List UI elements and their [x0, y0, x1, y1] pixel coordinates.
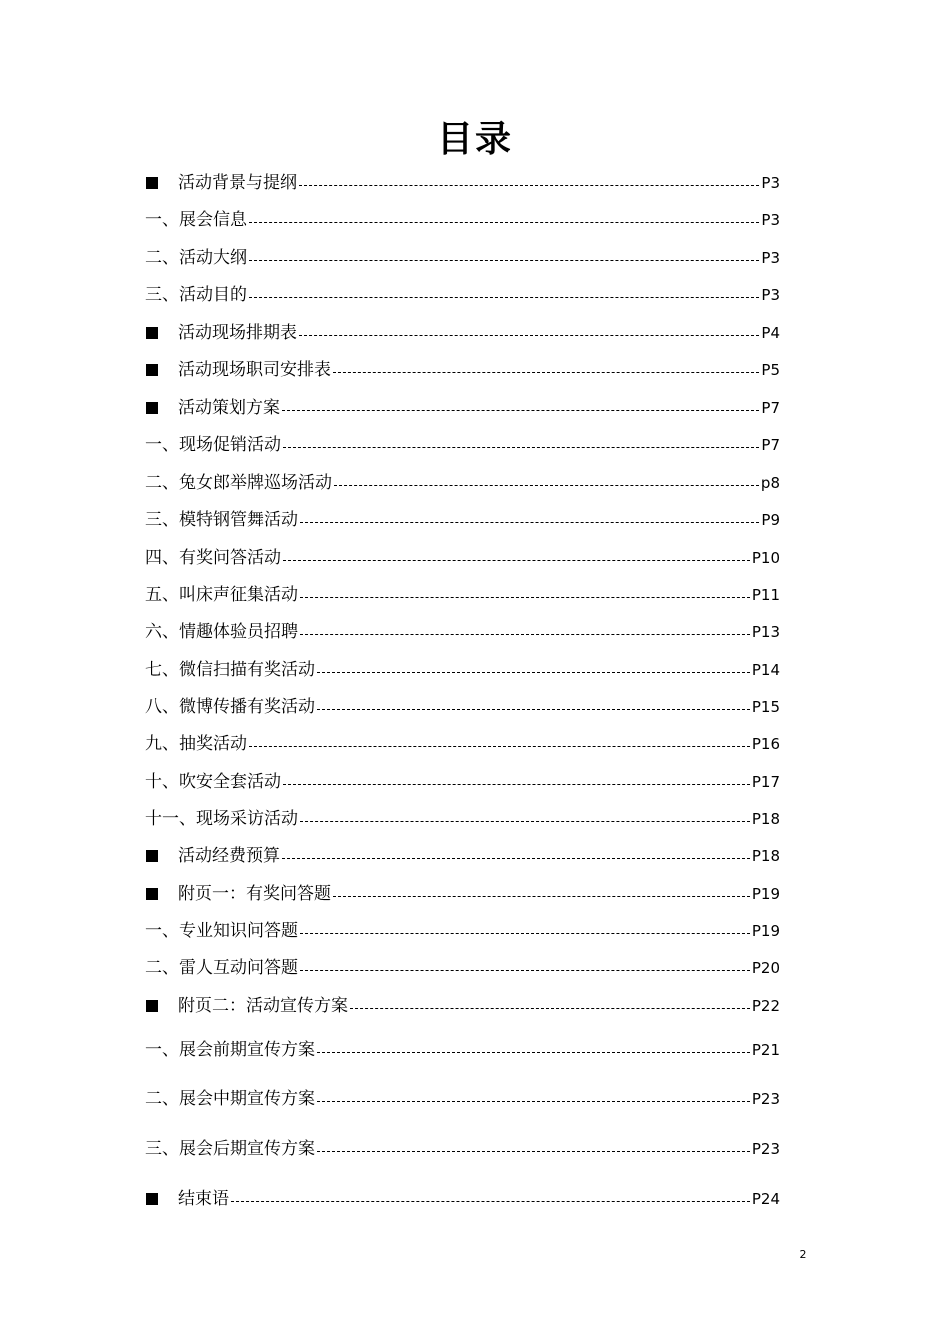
toc-entry-label: 二、雷人互动问答题: [145, 958, 298, 978]
page-title: 目录: [436, 119, 513, 160]
dot-leader: [300, 933, 750, 934]
toc-entry-page: P18: [751, 847, 780, 865]
dot-leader: [249, 746, 750, 747]
toc-entry-label: 四、有奖问答活动: [145, 548, 281, 568]
toc-entry[interactable]: [145, 1187, 780, 1211]
dot-leader: [334, 485, 759, 486]
toc-entry-label: 附页一：有奖问答题: [178, 884, 331, 904]
toc-entry-label: 七、微信扫描有奖活动: [145, 660, 315, 680]
dot-leader: [299, 335, 759, 336]
toc-entry-label: 活动策划方案: [178, 398, 280, 418]
toc-entry[interactable]: [145, 396, 780, 420]
dot-leader: [317, 709, 750, 710]
toc-entry-label: 二、展会中期宣传方案: [145, 1089, 315, 1109]
dot-leader: [300, 634, 750, 635]
toc-entry-label: 活动现场排期表: [178, 323, 297, 343]
toc-entry-page: P7: [761, 399, 780, 417]
toc-entry-page: P17: [751, 773, 780, 791]
toc-entry-page: P3: [761, 286, 780, 304]
dot-leader: [317, 1052, 750, 1053]
dot-leader: [300, 597, 750, 598]
toc-entry[interactable]: [145, 658, 780, 682]
dot-leader: [283, 447, 759, 448]
toc-entry[interactable]: [145, 620, 780, 644]
toc-entry[interactable]: [145, 208, 780, 232]
dot-leader: [282, 410, 759, 411]
square-bullet-icon: [146, 177, 158, 189]
dot-leader: [350, 1008, 750, 1009]
toc-entry-label: 结束语: [178, 1189, 229, 1209]
toc-entry-page: P23: [751, 1090, 780, 1108]
toc-entry-page: P19: [751, 885, 780, 903]
toc-entry[interactable]: [145, 246, 780, 270]
dot-leader: [300, 522, 759, 523]
toc-entry-page: P7: [761, 436, 780, 454]
toc-entry-page: p8: [760, 474, 780, 492]
toc-entry-page: P3: [761, 174, 780, 192]
toc-entry[interactable]: [145, 171, 780, 195]
dot-leader: [333, 372, 759, 373]
toc-entry-page: P24: [751, 1190, 780, 1208]
toc-entry-label: 三、展会后期宣传方案: [145, 1139, 315, 1159]
toc-entry-page: P21: [751, 1041, 780, 1059]
dot-leader: [299, 185, 759, 186]
dot-leader: [283, 560, 750, 561]
toc-entry-page: P13: [751, 623, 780, 641]
dot-leader: [300, 970, 750, 971]
toc-entry-page: P3: [761, 211, 780, 229]
page-number: 2: [799, 1248, 807, 1261]
toc-entry[interactable]: [145, 546, 780, 570]
toc-entry-label: 五、叫床声征集活动: [145, 585, 298, 605]
toc-entry-page: P14: [751, 661, 780, 679]
dot-leader: [317, 672, 750, 673]
toc-entry-label: 活动背景与提纲: [178, 173, 297, 193]
toc-entry[interactable]: [145, 695, 780, 719]
toc-entry[interactable]: [145, 1087, 780, 1111]
toc-entry[interactable]: [145, 508, 780, 532]
toc-entry-page: P16: [751, 735, 780, 753]
dot-leader: [231, 1201, 750, 1202]
dot-leader: [283, 784, 750, 785]
toc-entry-label: 活动经费预算: [178, 846, 280, 866]
toc-entry[interactable]: [145, 433, 780, 457]
dot-leader: [317, 1151, 750, 1152]
toc-entry-page: P23: [751, 1140, 780, 1158]
toc-entry-label: 三、活动目的: [145, 285, 247, 305]
toc-entry-page: P20: [751, 959, 780, 977]
toc-entry-label: 一、专业知识问答题: [145, 921, 298, 941]
toc-entry-label: 一、展会信息: [145, 210, 247, 230]
dot-leader: [317, 1101, 750, 1102]
toc-entry[interactable]: [145, 956, 780, 980]
toc-entry[interactable]: [145, 844, 780, 868]
square-bullet-icon: [146, 1000, 158, 1012]
toc-entry[interactable]: [145, 882, 780, 906]
toc-entry[interactable]: [145, 583, 780, 607]
toc-entry-page: P10: [751, 549, 780, 567]
toc-entry-page: P19: [751, 922, 780, 940]
toc-entry-label: 九、抽奖活动: [145, 734, 247, 754]
toc-entry-label: 十、吹安全套活动: [145, 772, 281, 792]
square-bullet-icon: [146, 402, 158, 414]
dot-leader: [249, 260, 759, 261]
toc-entry[interactable]: [145, 321, 780, 345]
toc-entry-page: P22: [751, 997, 780, 1015]
toc-entry-page: P11: [751, 586, 780, 604]
toc-entry-page: P3: [761, 249, 780, 267]
toc-entry-page: P9: [761, 511, 780, 529]
square-bullet-icon: [146, 888, 158, 900]
toc-entry[interactable]: [145, 919, 780, 943]
dot-leader: [300, 821, 750, 822]
toc-entry-label: 二、活动大纲: [145, 248, 247, 268]
toc-entry[interactable]: [145, 732, 780, 756]
toc-entry-label: 一、展会前期宣传方案: [145, 1040, 315, 1060]
square-bullet-icon: [146, 327, 158, 339]
toc-entry[interactable]: [145, 1137, 780, 1161]
toc-entry-label: 二、兔女郎举牌巡场活动: [145, 473, 332, 493]
toc-entry-page: P18: [751, 810, 780, 828]
toc-entry-page: P5: [761, 361, 780, 379]
square-bullet-icon: [146, 364, 158, 376]
toc-entry[interactable]: [145, 1038, 780, 1062]
toc-entry-label: 活动现场职司安排表: [178, 360, 331, 380]
dot-leader: [249, 297, 759, 298]
square-bullet-icon: [146, 850, 158, 862]
toc-entry-label: 八、微博传播有奖活动: [145, 697, 315, 717]
toc-entry-label: 三、模特钢管舞活动: [145, 510, 298, 530]
toc-entry-page: P4: [761, 324, 780, 342]
toc-entry-label: 一、现场促销活动: [145, 435, 281, 455]
toc-entry[interactable]: [145, 994, 780, 1018]
toc-entry[interactable]: [145, 807, 780, 831]
toc-entry[interactable]: [145, 471, 780, 495]
toc-entry-label: 六、情趣体验员招聘: [145, 622, 298, 642]
toc-entry-label: 十一、现场采访活动: [145, 809, 298, 829]
dot-leader: [249, 222, 759, 223]
square-bullet-icon: [146, 1193, 158, 1205]
dot-leader: [282, 858, 750, 859]
toc-entry[interactable]: [145, 358, 780, 382]
toc-entry[interactable]: [145, 770, 780, 794]
toc-entry-label: 附页二：活动宣传方案: [178, 996, 348, 1016]
toc-entry-page: P15: [751, 698, 780, 716]
toc-entry[interactable]: [145, 283, 780, 307]
dot-leader: [333, 896, 750, 897]
